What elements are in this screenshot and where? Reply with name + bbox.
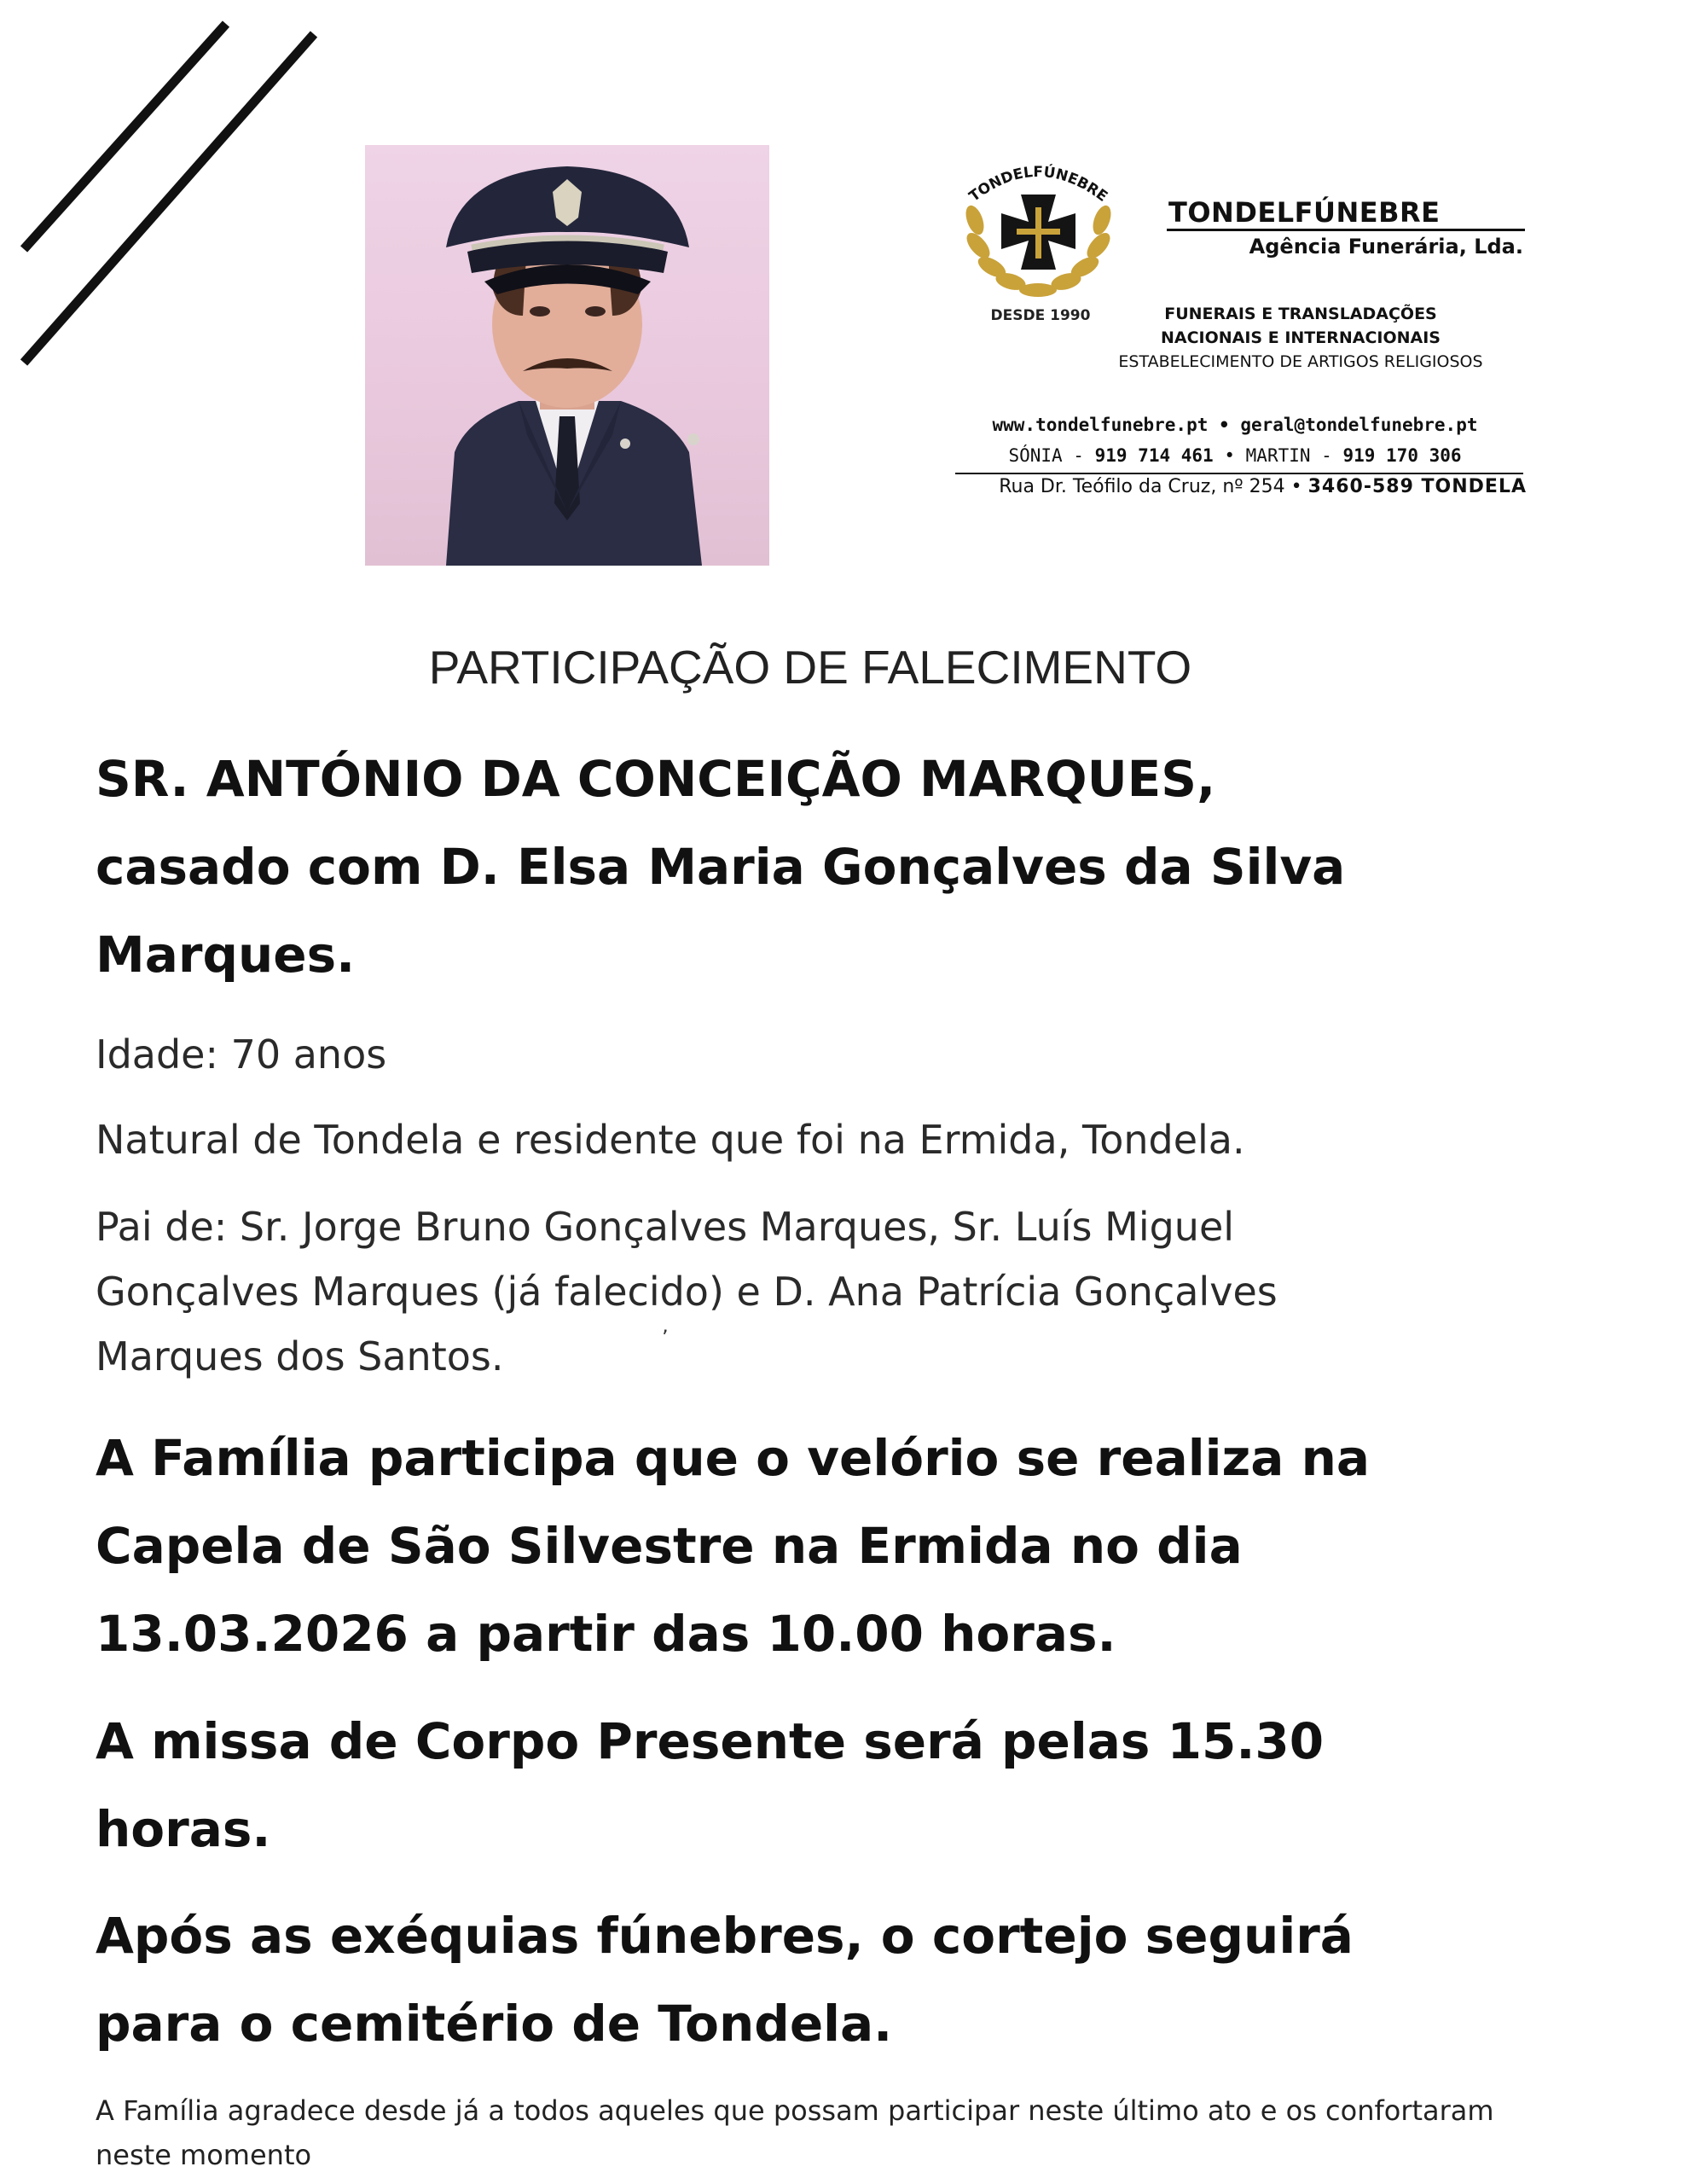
deceased-name: SR. ANTÓNIO DA CONCEIÇÃO MARQUES, [96, 750, 1216, 808]
services-line: ESTABELECIMENTO DE ARTIGOS RELIGIOSOS [1118, 352, 1483, 371]
separator: • [1219, 415, 1230, 435]
procession-line: para o cemitério de Tondela. [96, 1995, 893, 2053]
logo-since-date: DESDE 1990 [990, 307, 1091, 324]
laurel-cross-logo-icon [959, 160, 1117, 305]
deceased-portrait [365, 145, 769, 566]
mass-info [96, 1698, 1588, 1873]
company-address [947, 476, 1527, 497]
contact-web-email [947, 415, 1523, 435]
separator: • [1224, 445, 1235, 466]
address-city: 3460-589 TONDELA [1307, 476, 1527, 497]
spouse-line: Marques. [96, 926, 356, 984]
wake-line: Capela de São Silvestre na Ermida no dia [96, 1517, 1243, 1575]
wake-info [96, 1414, 1588, 1678]
services-line: NACIONAIS E INTERNACIONAIS [1160, 328, 1441, 347]
divider [1167, 229, 1525, 231]
deceased-name-block [96, 735, 1545, 999]
children-line: Pai de: Sr. Jorge Bruno Gonçalves Marques, Sr. Luís Miguel [96, 1204, 1235, 1250]
divider [955, 473, 1523, 474]
services-block [1109, 302, 1493, 374]
phone2-name: MARTIN - [1245, 445, 1332, 466]
origin-text: Natural de Tondela e residente que foi na Ermida, Tondela. [96, 1117, 1245, 1163]
logo-arc-label: TONDELFÚNEBRE [965, 163, 1111, 206]
mourning-ribbon [0, 0, 341, 384]
email-link[interactable]: geral@tondelfunebre.pt [1240, 415, 1478, 435]
company-subtitle: Agência Funerária, Lda. [1249, 235, 1523, 258]
mass-line: horas. [96, 1800, 271, 1858]
phone1-number[interactable]: 919 714 461 [1094, 445, 1214, 466]
mass-line: A missa de Corpo Presente será pelas 15.30 [96, 1712, 1325, 1770]
separator: • [1290, 476, 1302, 497]
procession-info [96, 1892, 1588, 2068]
thanks-line: neste momento [96, 2139, 312, 2171]
children-line: Marques dos Santos. [96, 1333, 504, 1380]
website-link[interactable]: www.tondelfunebre.pt [992, 415, 1209, 435]
spouse-line: casado com D. Elsa Maria Gonçalves da Silva [96, 838, 1346, 896]
notice-title: PARTICIPAÇÃO DE FALECIMENTO [428, 641, 1192, 694]
thanks-text [96, 2088, 1580, 2177]
thanks-line: A Família agradece desde já a todos aqueles que possam participar neste último ato e os confortaram [96, 2094, 1494, 2127]
age-text: Idade: 70 anos [96, 1031, 387, 1077]
phone1-name: SÓNIA - [1008, 445, 1084, 466]
stray-mark: ’ [662, 1326, 669, 1350]
phone2-number[interactable]: 919 170 306 [1342, 445, 1462, 466]
procession-line: Após as exéquias fúnebres, o cortejo seguirá [96, 1907, 1354, 1965]
company-name: TONDELFÚNEBRE [1168, 196, 1441, 229]
children-line: Gonçalves Marques (já falecido) e D. Ana Patrícia Gonçalves [96, 1269, 1278, 1315]
wake-line: 13.03.2026 a partir das 10.00 horas. [96, 1605, 1116, 1663]
address-street: Rua Dr. Teófilo da Cruz, nº 254 [999, 476, 1285, 497]
wake-line: A Família participa que o velório se realiza na [96, 1429, 1371, 1487]
services-line: FUNERAIS E TRANSLADAÇÕES [1164, 305, 1437, 323]
contact-phones [947, 445, 1523, 466]
children-text [96, 1194, 1545, 1389]
